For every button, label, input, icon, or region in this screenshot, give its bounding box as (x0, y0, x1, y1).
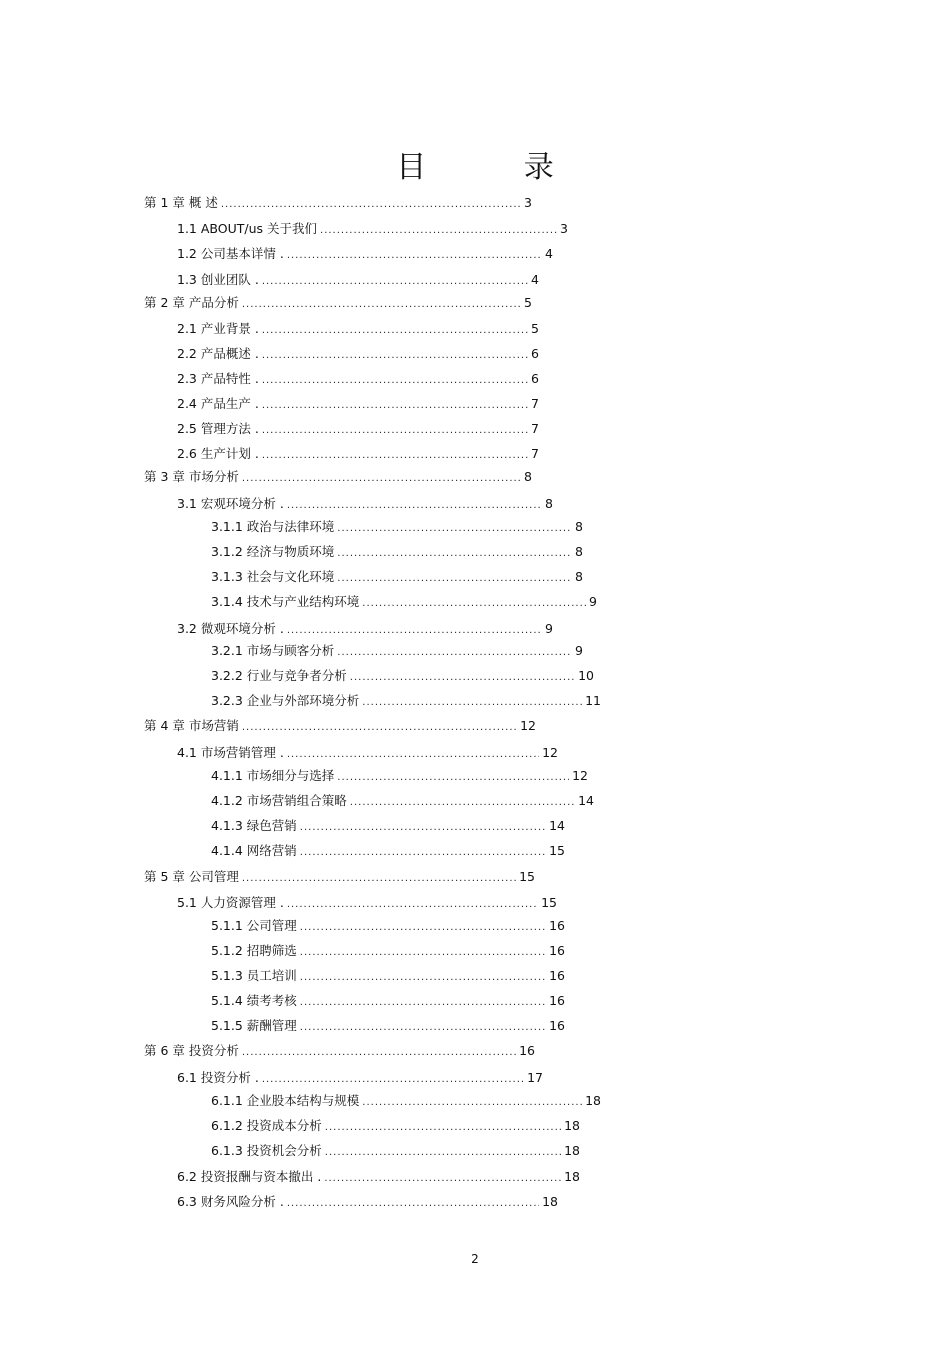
dot-leader (300, 944, 546, 960)
dot-leader (262, 447, 528, 463)
toc-section-3-2[interactable] (177, 621, 553, 638)
toc-label: 4.1.2 市场营销组合策略 (211, 793, 347, 808)
toc-subsection-4-1-2[interactable] (211, 793, 594, 810)
dot-leader (262, 372, 528, 388)
toc-label: 3.2.2 行业与竞争者分析 (211, 668, 347, 683)
dot-leader (262, 1071, 524, 1087)
toc-label: 2.6 生产计划 . (177, 446, 259, 461)
dot-leader (262, 322, 528, 338)
toc-page-number: 18 (564, 1118, 580, 1133)
toc-page-number: 18 (564, 1169, 580, 1184)
toc-label: 1.3 创业团队 . (177, 272, 259, 287)
toc-page-number: 8 (575, 519, 583, 534)
dot-leader (300, 844, 546, 860)
toc-label: 5.1.4 绩考考核 (211, 993, 297, 1008)
toc-page-number: 10 (578, 668, 594, 683)
toc-label: 5.1.2 招聘筛选 (211, 943, 297, 958)
toc-page-number: 11 (585, 693, 601, 708)
toc-chapter-1[interactable] (144, 195, 532, 212)
toc-subsection-4-1-4[interactable] (211, 843, 565, 860)
toc-chapter-4[interactable] (144, 718, 536, 735)
dot-leader (242, 470, 521, 486)
dot-leader (242, 870, 516, 886)
dot-leader (287, 497, 542, 513)
toc-page-number: 16 (549, 943, 565, 958)
toc-page-number: 5 (531, 321, 539, 336)
toc-section-6-1[interactable] (177, 1070, 543, 1087)
dot-leader (287, 746, 539, 762)
toc-label: 第 6 章 投资分析 (144, 1043, 239, 1058)
toc-subsection-5-1-2[interactable] (211, 943, 565, 960)
dot-leader (350, 794, 575, 810)
toc-page-number: 9 (575, 643, 583, 658)
toc-page-number: 8 (575, 544, 583, 559)
toc-section-2-4[interactable] (177, 396, 539, 413)
dot-leader (300, 819, 546, 835)
toc-subsection-3-2-2[interactable] (211, 668, 594, 685)
toc-label: 6.1 投资分析 . (177, 1070, 259, 1085)
dot-leader (362, 694, 582, 710)
dot-leader (242, 719, 517, 735)
toc-page-number: 7 (531, 396, 539, 411)
toc-page-number: 8 (524, 469, 532, 484)
toc-subsection-6-1-3[interactable] (211, 1143, 580, 1160)
toc-label: 第 3 章 市场分析 (144, 469, 239, 484)
toc-subsection-3-2-3[interactable] (211, 693, 601, 710)
toc-page-number: 6 (531, 346, 539, 361)
toc-page-number: 4 (545, 246, 553, 261)
toc-page-number: 8 (545, 496, 553, 511)
toc-subsection-6-1-2[interactable] (211, 1118, 580, 1135)
toc-subsection-6-1-1[interactable] (211, 1093, 601, 1110)
page-title: 目 录 (396, 150, 598, 185)
toc-page-number: 16 (549, 968, 565, 983)
toc-label: 6.1.2 投资成本分析 (211, 1118, 322, 1133)
dot-leader (324, 1170, 561, 1186)
dot-leader (221, 196, 521, 212)
toc-page-number: 5 (524, 295, 532, 310)
toc-subsection-4-1-1[interactable] (211, 768, 588, 785)
toc-chapter-6[interactable] (144, 1043, 535, 1060)
dot-leader (337, 769, 569, 785)
toc-label: 4.1.3 绿色营销 (211, 818, 297, 833)
toc-page-number: 3 (560, 221, 568, 236)
dot-leader (362, 595, 586, 611)
toc-label: 5.1.1 公司管理 (211, 918, 297, 933)
toc-page-number: 14 (578, 793, 594, 808)
toc-label: 3.1.2 经济与物质环境 (211, 544, 335, 559)
dot-leader (300, 1019, 546, 1035)
toc-page-number: 16 (549, 918, 565, 933)
toc-page-number: 6 (531, 371, 539, 386)
dot-leader (287, 896, 538, 912)
toc-page-number: 9 (545, 621, 553, 636)
toc-label: 5.1 人力资源管理 . (177, 895, 284, 910)
dot-leader (262, 397, 528, 413)
toc-label: 3.1.3 社会与文化环境 (211, 569, 335, 584)
toc-label: 第 1 章 概 述 (144, 195, 218, 210)
dot-leader (300, 994, 546, 1010)
toc-page-number: 9 (589, 594, 597, 609)
dot-leader (325, 1144, 561, 1160)
dot-leader (337, 545, 572, 561)
toc-page-number: 18 (585, 1093, 601, 1108)
toc-section-4-1[interactable] (177, 745, 558, 762)
toc-page-number: 16 (549, 993, 565, 1008)
toc-label: 3.2.3 企业与外部环境分析 (211, 693, 360, 708)
toc-subsection-3-1-4[interactable] (211, 594, 597, 611)
toc-page-number: 4 (531, 272, 539, 287)
toc-label: 2.3 产品特性 . (177, 371, 259, 386)
toc-page-number: 18 (564, 1143, 580, 1158)
toc-subsection-3-1-2[interactable] (211, 544, 583, 561)
toc-page-number: 12 (520, 718, 536, 733)
toc-section-3-1[interactable] (177, 496, 553, 513)
toc-label: 6.1.3 投资机会分析 (211, 1143, 322, 1158)
toc-section-2-2[interactable] (177, 346, 539, 363)
toc-page-number: 7 (531, 421, 539, 436)
toc-page-number: 18 (542, 1194, 558, 1209)
toc-page-number: 7 (531, 446, 539, 461)
toc-section-1-2[interactable] (177, 246, 553, 263)
toc-page-number: 15 (549, 843, 565, 858)
toc-label: 3.2 微观环境分析 . (177, 621, 284, 636)
toc-page-number: 12 (542, 745, 558, 760)
toc-page-number: 14 (549, 818, 565, 833)
toc-label: 3.2.1 市场与顾客分析 (211, 643, 335, 658)
toc-label: 第 4 章 市场营销 (144, 718, 239, 733)
toc-label: 2.4 产品生产 . (177, 396, 259, 411)
toc-label: 6.2 投资报酬与资本撤出 . (177, 1169, 322, 1184)
toc-subsection-4-1-3[interactable] (211, 818, 565, 835)
toc-label: 2.1 产业背景 . (177, 321, 259, 336)
dot-leader (337, 570, 572, 586)
dot-leader (262, 422, 528, 438)
toc-label: 第 2 章 产品分析 (144, 295, 239, 310)
dot-leader (242, 296, 521, 312)
toc-page-number: 12 (572, 768, 588, 783)
toc-page-number: 16 (549, 1018, 565, 1033)
dot-leader (337, 644, 572, 660)
dot-leader (287, 1195, 539, 1211)
toc-chapter-2[interactable] (144, 295, 532, 312)
dot-leader (242, 1044, 516, 1060)
toc-section-2-6[interactable] (177, 446, 539, 463)
toc-page-number: 15 (541, 895, 557, 910)
toc-label: 3.1.1 政治与法律环境 (211, 519, 335, 534)
dot-leader (337, 520, 572, 536)
toc-label: 6.1.1 企业股本结构与规模 (211, 1093, 360, 1108)
toc-label: 2.5 管理方法 . (177, 421, 259, 436)
dot-leader (300, 969, 546, 985)
toc-label: 4.1 市场营销管理 . (177, 745, 284, 760)
toc-section-6-3[interactable] (177, 1194, 558, 1211)
toc-page-number: 8 (575, 569, 583, 584)
dot-leader (287, 247, 542, 263)
toc-subsection-5-1-3[interactable] (211, 968, 565, 985)
toc-label: 1.1 ABOUT/us 关于我们 (177, 221, 318, 236)
toc-subsection-3-1-1[interactable] (211, 519, 583, 536)
toc-section-1-1[interactable] (177, 221, 568, 238)
toc-label: 2.2 产品概述 . (177, 346, 259, 361)
toc-section-2-1[interactable] (177, 321, 539, 338)
toc-subsection-5-1-4[interactable] (211, 993, 565, 1010)
toc-label: 6.3 财务风险分析 . (177, 1194, 284, 1209)
toc-subsection-3-2-1[interactable] (211, 643, 583, 660)
toc-label: 4.1.1 市场细分与选择 (211, 768, 335, 783)
toc-subsection-5-1-1[interactable] (211, 918, 565, 935)
toc-label: 3.1.4 技术与产业结构环境 (211, 594, 360, 609)
dot-leader (320, 222, 557, 238)
toc-page-number: 17 (527, 1070, 543, 1085)
dot-leader (287, 622, 542, 638)
toc-section-2-3[interactable] (177, 371, 539, 388)
toc-subsection-5-1-5[interactable] (211, 1018, 565, 1035)
toc-page-number: 16 (519, 1043, 535, 1058)
toc-section-5-1[interactable] (177, 895, 557, 912)
dot-leader (362, 1094, 582, 1110)
dot-leader (350, 669, 575, 685)
toc-subsection-3-1-3[interactable] (211, 569, 583, 586)
toc-chapter-3[interactable] (144, 469, 532, 486)
toc-section-1-3[interactable] (177, 272, 539, 289)
toc-section-6-2[interactable] (177, 1169, 580, 1186)
toc-chapter-5[interactable] (144, 869, 535, 886)
toc-label: 1.2 公司基本详情 . (177, 246, 284, 261)
dot-leader (325, 1119, 561, 1135)
dot-leader (262, 347, 528, 363)
page-number: 2 (471, 1252, 479, 1266)
toc-page-number: 15 (519, 869, 535, 884)
toc-page-number: 3 (524, 195, 532, 210)
toc-label: 3.1 宏观环境分析 . (177, 496, 284, 511)
toc-label: 4.1.4 网络营销 (211, 843, 297, 858)
toc-label: 第 5 章 公司管理 (144, 869, 239, 884)
dot-leader (300, 919, 546, 935)
toc-section-2-5[interactable] (177, 421, 539, 438)
toc-label: 5.1.3 员工培训 (211, 968, 297, 983)
dot-leader (262, 273, 528, 289)
toc-label: 5.1.5 薪酬管理 (211, 1018, 297, 1033)
